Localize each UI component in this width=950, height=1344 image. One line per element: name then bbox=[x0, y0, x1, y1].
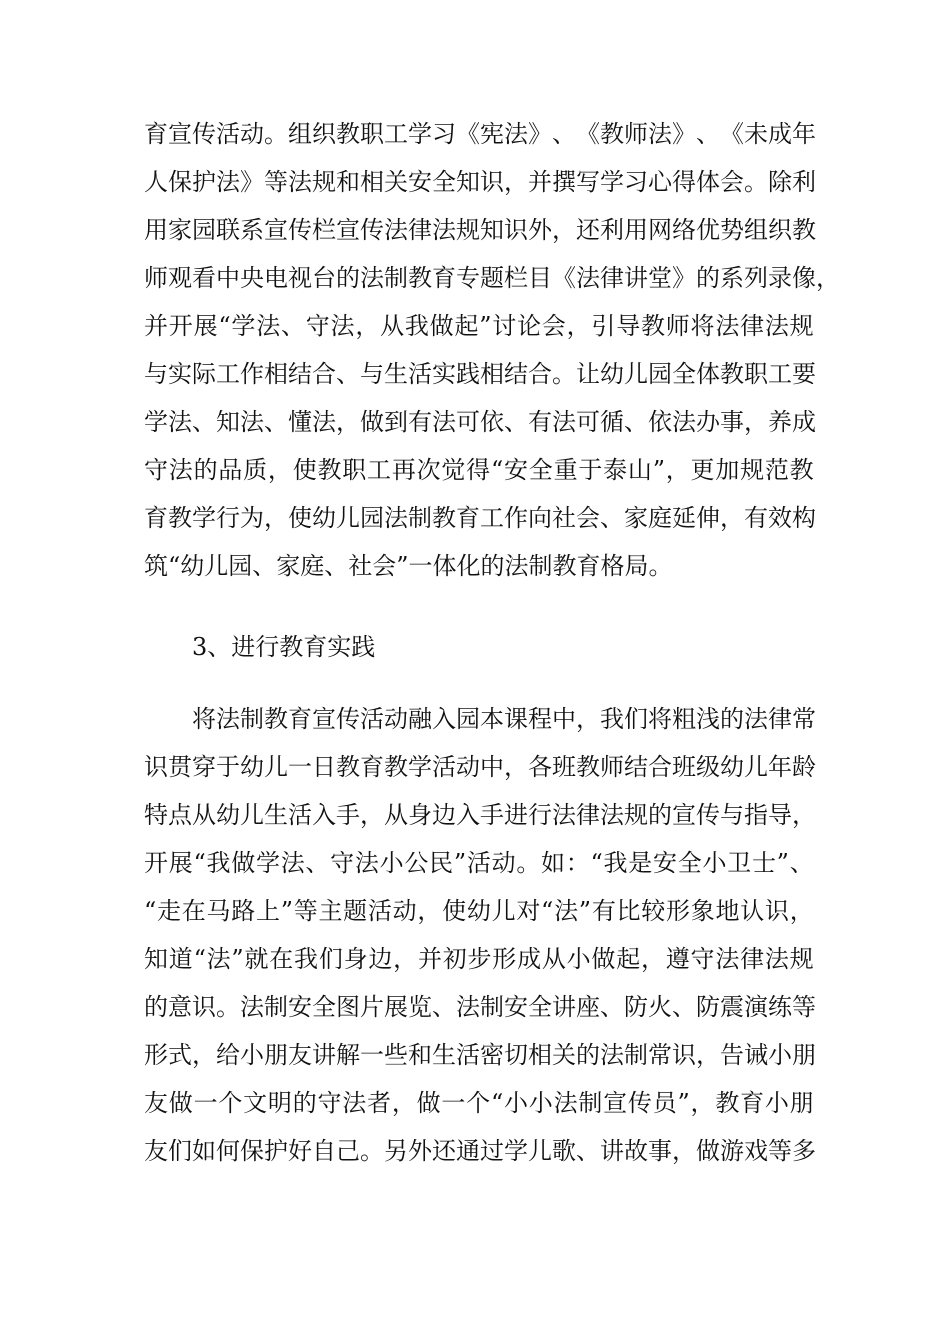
text-line: 友 做 一 个 文 明 的 守 法 者 ， 做 一 个 “ 小 小 法 制 宣 传 员 ” ， 教 育 小 朋 bbox=[144, 1089, 814, 1117]
text-line: 并 开 展 “ 学 法 、 守 法 ， 从 我 做 起 ” 讨 论 会 ， 引 导 教 师 将 法 律 法 规 bbox=[144, 312, 814, 340]
text-line: 人 保 护 法 》 等 法 规 和 相 关 安 全 知 识 ， 并 撰 写 学 习 心 得 体 会 。 除 利 bbox=[144, 168, 816, 196]
text-line: 用 家 园 联 系 宣 传 栏 宣 传 法 律 法 规 知 识 外 ， 还 利 用 网 络 优 势 组 织 教 bbox=[144, 216, 816, 244]
paragraph-legal-education-staff bbox=[144, 110, 840, 590]
text-line: 育 教 学 行 为 ， 使 幼 儿 园 法 制 教 育 工 作 向 社 会 、 家 庭 延 伸 ， 有 效 构 bbox=[144, 504, 816, 532]
text-line: 友 们 如 何 保 护 好 自 己 。 另 外 还 通 过 学 儿 歌 、 讲 故 事 ， 做 游 戏 等 多 bbox=[144, 1137, 816, 1165]
section-heading-container bbox=[144, 623, 814, 671]
paragraph-education-practice bbox=[144, 695, 814, 1175]
text-line: 筑“幼儿园、家庭、社会”一体化的法制教育格局。 bbox=[144, 552, 673, 580]
text-line: 知 道 “ 法 ” 就 在 我 们 身 边 ， 并 初 步 形 成 从 小 做 起 ， 遵 守 法 律 法 规 bbox=[144, 945, 814, 973]
text-line: 守 法 的 品 质 ， 使 教 职 工 再 次 觉 得 “ 安 全 重 于 泰 山 ” ， 更 加 规 范 教 bbox=[144, 456, 814, 484]
text-line: 识 贯 穿 于 幼 儿 一 日 教 育 教 学 活 动 中 ， 各 班 教 师 结 合 班 级 幼 儿 年 龄 bbox=[144, 753, 816, 781]
text-line: 师 观 看 中 央 电 视 台 的 法 制 教 育 专 题 栏 目 《 法 律 讲 堂 》 的 系 列 录 像 ， bbox=[144, 264, 840, 292]
text-line: 形 式 ， 给 小 朋 友 讲 解 一 些 和 生 活 密 切 相 关 的 法 制 常 识 ， 告 诫 小 朋 bbox=[144, 1041, 816, 1069]
text-line: 与 实 际 工 作 相 结 合 、 与 生 活 实 践 相 结 合 。 让 幼 儿 园 全 体 教 职 工 要 bbox=[144, 360, 816, 388]
section-heading: 3、进行教育实践 bbox=[192, 633, 376, 661]
text-line: “ 走 在 马 路 上 ” 等 主 题 活 动 ， 使 幼 儿 对 “ 法 ” 有 比 较 形 象 地 认 识 ， bbox=[144, 897, 814, 925]
text-line: 特 点 从 幼 儿 生 活 入 手 ， 从 身 边 入 手 进 行 法 律 法 规 的 宣 传 与 指 导 ， bbox=[144, 801, 816, 829]
text-line: 学 法 、 知 法 、 懂 法 ， 做 到 有 法 可 依 、 有 法 可 循 、 依 法 办 事 ， 养 成 bbox=[144, 408, 816, 436]
text-line: 的 意 识 。 法 制 安 全 图 片 展 览 、 法 制 安 全 讲 座 、 防 火 、 防 震 演 练 等 bbox=[144, 993, 816, 1021]
text-line: 育 宣 传 活 动 。 组 织 教 职 工 学 习 《 宪 法 》 、 《 教 师 法 》 、 《 未 成 年 bbox=[144, 120, 816, 148]
text-line: 开 展 “ 我 做 学 法 、 守 法 小 公 民 ” 活 动 。 如 ： “ 我 是 安 全 小 卫 士 ” 、 bbox=[144, 849, 814, 877]
text-line: 将 法 制 教 育 宣 传 活 动 融 入 园 本 课 程 中 ， 我 们 将 粗 浅 的 法 律 常 bbox=[192, 705, 816, 733]
